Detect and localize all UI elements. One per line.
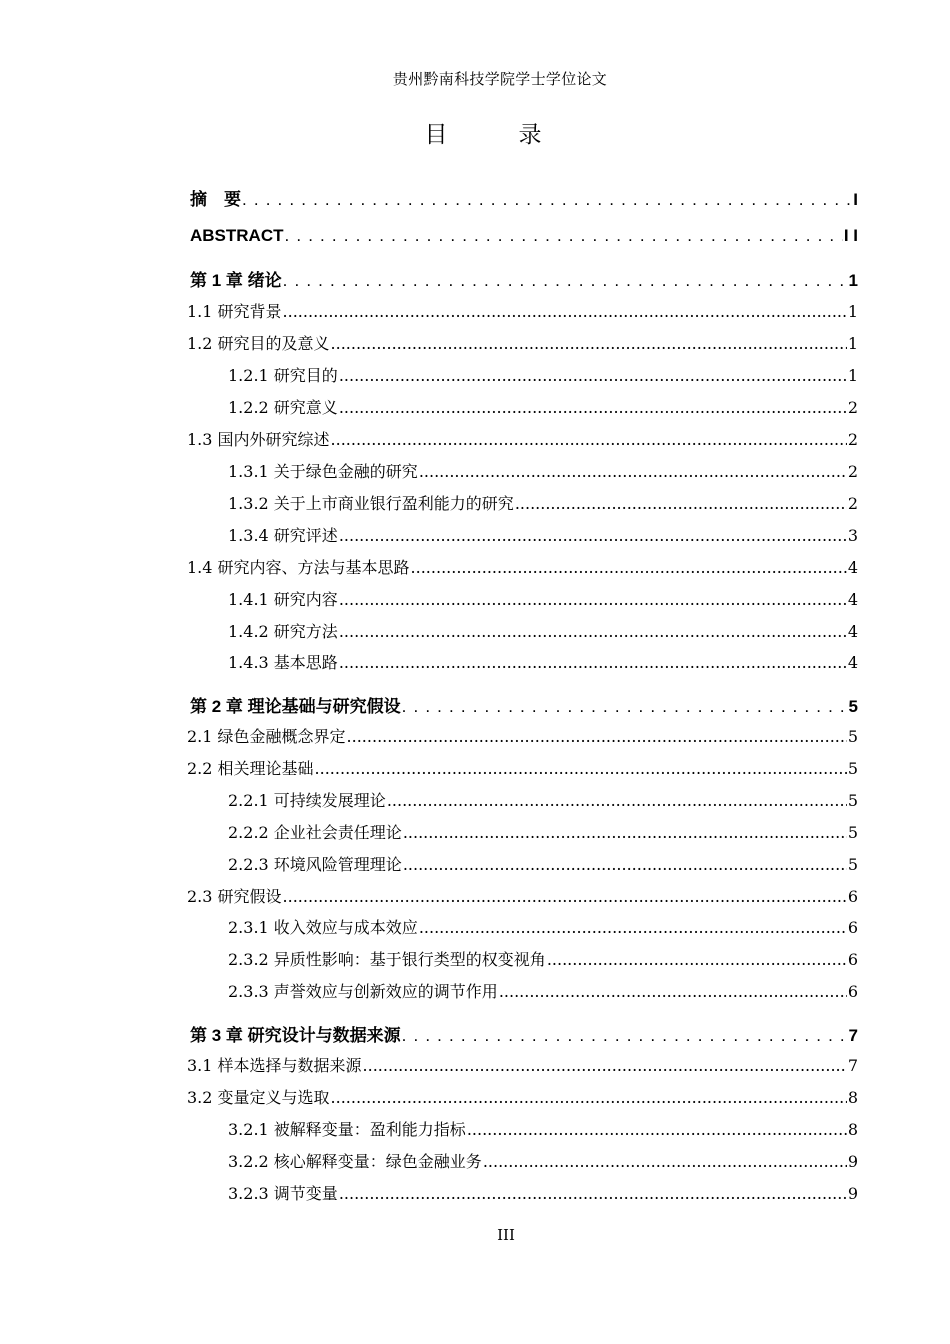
dot-leader	[242, 190, 852, 210]
toc-entry-label: 3.2.3 调节变量	[228, 1184, 338, 1203]
toc-entry-label: 1.1 研究背景	[187, 302, 282, 321]
dot-leader	[387, 791, 847, 810]
toc-entry-page-number: 5	[847, 855, 858, 874]
toc-section-entry[interactable]	[228, 788, 858, 811]
toc-section-entry[interactable]	[228, 587, 858, 610]
dot-leader	[547, 950, 847, 969]
toc-entry-page-number: 1	[848, 271, 858, 290]
toc-entry-label: 2.3.1 收入效应与成本效应	[228, 918, 418, 937]
dot-leader	[363, 1056, 847, 1075]
toc-section-entry[interactable]	[228, 459, 858, 482]
toc-section-entry[interactable]	[187, 299, 858, 322]
toc-entry-label: 1.4.2 研究方法	[228, 622, 338, 641]
toc-entry-page-number: 6	[847, 950, 858, 969]
dot-leader	[411, 558, 847, 577]
dot-leader	[339, 398, 847, 417]
toc-entry-page-number: 4	[847, 622, 858, 641]
toc-section-entry[interactable]	[187, 756, 858, 779]
dot-leader	[483, 1152, 847, 1171]
toc-entry-page-number: 6	[847, 918, 858, 937]
toc-entry-page-number: 4	[847, 558, 858, 577]
dot-leader	[315, 759, 847, 778]
toc-section-entry[interactable]	[228, 1149, 858, 1172]
dot-leader	[339, 590, 847, 609]
toc-entry-label: 2.2.3 环境风险管理理论	[228, 855, 402, 874]
dot-leader	[515, 494, 847, 513]
toc-entry-page-number: 5	[847, 727, 858, 746]
toc-section-entry[interactable]	[187, 724, 858, 747]
toc-entry-label: 3.2 变量定义与选取	[187, 1088, 330, 1107]
toc-section-entry[interactable]	[228, 491, 858, 514]
toc-section-entry[interactable]	[187, 1053, 858, 1076]
toc-section-entry[interactable]	[228, 363, 858, 386]
toc-chapter-entry[interactable]	[190, 185, 858, 210]
toc-entry-label: 1.2.1 研究目的	[228, 366, 338, 385]
toc-section-entry[interactable]	[228, 523, 858, 546]
toc-entry-label: 2.3 研究假设	[187, 887, 282, 906]
toc-entry-label: 1.3.1 关于绿色金融的研究	[228, 462, 418, 481]
toc-entry-page-number: 6	[847, 982, 858, 1001]
toc-entry-label: 2.2 相关理论基础	[187, 759, 314, 778]
toc-entry-page-number: I I	[843, 226, 858, 245]
toc-entry-label: 1.3.4 研究评述	[228, 526, 338, 545]
toc-section-entry[interactable]	[187, 331, 858, 354]
dot-leader	[331, 430, 847, 449]
dot-leader	[339, 366, 847, 385]
toc-entry-label: 摘 要	[190, 190, 241, 209]
toc-chapter-entry[interactable]	[190, 226, 858, 246]
toc-entry-page-number: 8	[847, 1088, 858, 1107]
toc-entry-page-number: 6	[847, 887, 858, 906]
dot-leader	[331, 334, 847, 353]
toc-entry-page-number: 8	[847, 1120, 858, 1139]
toc-section-entry[interactable]	[228, 820, 858, 843]
toc-section-entry[interactable]	[228, 619, 858, 642]
toc-section-entry[interactable]	[228, 1117, 858, 1140]
toc-entry-label: 第 1 章 绪论	[190, 271, 282, 290]
dot-leader	[499, 982, 847, 1001]
toc-entry-label: ABSTRACT	[190, 226, 284, 245]
dot-leader	[402, 1026, 848, 1046]
toc-entry-page-number: 3	[847, 526, 858, 545]
toc-entry-page-number: 2	[847, 494, 858, 513]
toc-entry-page-number: 7	[848, 1026, 858, 1045]
toc-chapter-entry[interactable]	[190, 692, 858, 717]
toc-entry-page-number: 1	[847, 366, 858, 385]
toc-entry-label: 1.4.3 基本思路	[228, 653, 338, 672]
toc-entry-label: 3.1 样本选择与数据来源	[187, 1056, 362, 1075]
toc-entry-page-number: 9	[847, 1184, 858, 1203]
toc-entry-label: 2.3.3 声誉效应与创新效应的调节作用	[228, 982, 498, 1001]
toc-entry-label: 3.2.2 核心解释变量：绿色金融业务	[228, 1152, 482, 1171]
toc-entry-label: 第 2 章 理论基础与研究假设	[190, 697, 401, 716]
toc-section-entry[interactable]	[228, 979, 858, 1002]
toc-entry-label: 1.3.2 关于上市商业银行盈利能力的研究	[228, 494, 514, 513]
toc-entry-label: 第 3 章 研究设计与数据来源	[190, 1026, 401, 1045]
toc-entry-page-number: 2	[847, 462, 858, 481]
toc-entry-label: 1.2.2 研究意义	[228, 398, 338, 417]
toc-entry-label: 1.2 研究目的及意义	[187, 334, 330, 353]
toc-entry-label: 1.3 国内外研究综述	[187, 430, 330, 449]
dot-leader	[419, 918, 847, 937]
toc-section-entry[interactable]	[228, 947, 858, 970]
toc-entry-label: 2.2.1 可持续发展理论	[228, 791, 386, 810]
dot-leader	[347, 727, 847, 746]
toc-entry-page-number: 4	[847, 590, 858, 609]
toc-section-entry[interactable]	[228, 852, 858, 875]
toc-section-entry[interactable]	[187, 884, 858, 907]
toc-section-entry[interactable]	[228, 395, 858, 418]
page-number: III	[497, 1226, 515, 1244]
toc-entry-page-number: 2	[847, 430, 858, 449]
toc-entry-page-number: 9	[847, 1152, 858, 1171]
dot-leader	[419, 462, 847, 481]
dot-leader	[339, 653, 847, 672]
dot-leader	[339, 622, 847, 641]
toc-entry-label: 3.2.1 被解释变量：盈利能力指标	[228, 1120, 466, 1139]
dot-leader	[403, 823, 847, 842]
dot-leader	[403, 855, 847, 874]
toc-section-entry[interactable]	[228, 1181, 858, 1204]
toc-chapter-entry[interactable]	[190, 266, 858, 291]
toc-entry-page-number: 7	[847, 1056, 858, 1075]
toc-entry-label: 2.1 绿色金融概念界定	[187, 727, 346, 746]
running-header: 贵州黔南科技学院学士学位论文	[392, 70, 608, 88]
toc-entry-page-number: I	[853, 190, 858, 209]
toc-section-entry[interactable]	[228, 650, 858, 673]
page-title: 目 录	[424, 122, 566, 148]
toc-entry-page-number: 1	[847, 334, 858, 353]
toc-entry-page-number: 5	[848, 697, 858, 716]
dot-leader	[402, 697, 848, 717]
dot-leader	[339, 1184, 847, 1203]
toc-chapter-entry[interactable]	[190, 1021, 858, 1046]
toc-entry-page-number: 1	[847, 302, 858, 321]
toc-entry-label: 2.3.2 异质性影响：基于银行类型的权变视角	[228, 950, 546, 969]
toc-entry-label: 2.2.2 企业社会责任理论	[228, 823, 402, 842]
header-rule	[186, 94, 826, 95]
toc-section-entry[interactable]	[187, 555, 858, 578]
dot-leader	[467, 1120, 847, 1139]
toc-entry-page-number: 4	[847, 653, 858, 672]
dot-leader	[283, 887, 847, 906]
toc-section-entry[interactable]	[187, 427, 858, 450]
toc-section-entry[interactable]	[228, 915, 858, 938]
toc-entry-label: 1.4 研究内容、方法与基本思路	[187, 558, 410, 577]
dot-leader	[339, 526, 847, 545]
toc-section-entry[interactable]	[187, 1085, 858, 1108]
toc-entry-page-number: 2	[847, 398, 858, 417]
toc-entry-page-number: 5	[847, 759, 858, 778]
toc-entry-label: 1.4.1 研究内容	[228, 590, 338, 609]
toc-entry-page-number: 5	[847, 791, 858, 810]
toc-entry-page-number: 5	[847, 823, 858, 842]
dot-leader	[283, 271, 848, 291]
dot-leader	[285, 226, 843, 246]
dot-leader	[283, 302, 847, 321]
dot-leader	[331, 1088, 847, 1107]
